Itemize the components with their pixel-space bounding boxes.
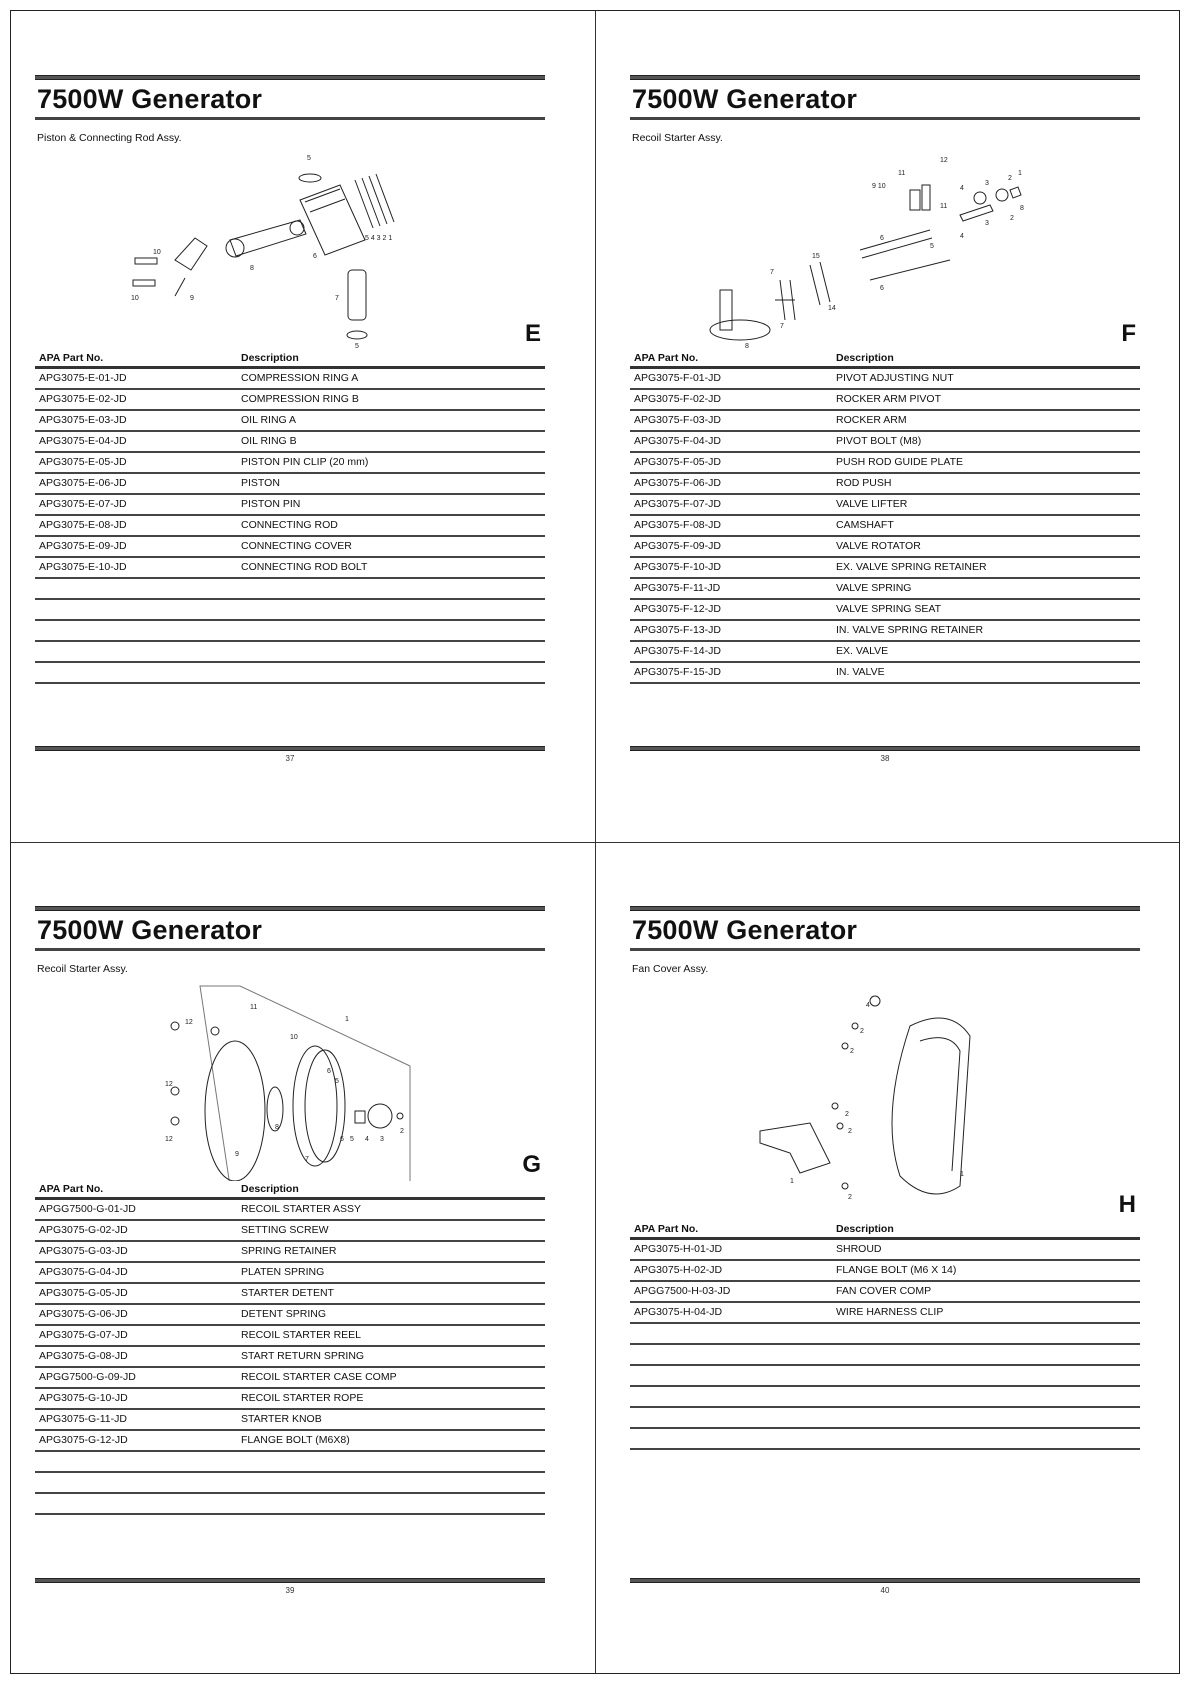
page-number: 38 — [880, 754, 890, 763]
page-footer — [35, 746, 545, 763]
parts-table — [630, 350, 1140, 684]
svg-text:5 4 3 2 1: 5 4 3 2 1 — [365, 235, 393, 242]
exploded-diagram — [35, 150, 545, 350]
svg-text:11: 11 — [250, 1004, 258, 1011]
table-row — [35, 474, 545, 495]
svg-text:1: 1 — [345, 1016, 349, 1023]
exploded-diagram — [35, 981, 545, 1181]
part-description: FAN COVER COMP — [836, 1285, 932, 1297]
table-body — [35, 369, 545, 684]
part-description: START RETURN SPRING — [241, 1350, 365, 1362]
recoil-starter-diagram — [35, 981, 545, 1181]
part-description: PISTON — [241, 477, 280, 489]
table-row — [35, 1284, 545, 1305]
part-description: CONNECTING COVER — [241, 540, 352, 552]
part-number: APG3075-F-08-JD — [634, 519, 721, 531]
table-row — [630, 390, 1140, 411]
part-description: VALVE LIFTER — [836, 498, 908, 510]
part-description: RECOIL STARTER ASSY — [241, 1203, 362, 1215]
blank-row — [35, 600, 545, 621]
part-number: APG3075-E-10-JD — [39, 561, 127, 573]
header-part-no: APA Part No. — [634, 352, 699, 364]
svg-text:2: 2 — [1010, 215, 1014, 222]
horizontal-divider — [11, 842, 1179, 843]
table-row — [35, 1368, 545, 1389]
table-row — [35, 432, 545, 453]
svg-text:8: 8 — [745, 343, 749, 350]
page-recoil-starter-valve — [630, 75, 1140, 684]
svg-text:2: 2 — [1008, 175, 1012, 182]
blank-row — [630, 1366, 1140, 1387]
part-description: EX. VALVE — [836, 645, 889, 657]
fan-cover-diagram — [630, 981, 1140, 1221]
svg-text:7: 7 — [780, 323, 784, 330]
table-header — [35, 1181, 545, 1200]
title-rule-bottom — [630, 117, 1140, 120]
table-row — [630, 411, 1140, 432]
header-description: Description — [241, 352, 299, 364]
part-description: CONNECTING ROD — [241, 519, 338, 531]
table-row — [35, 1410, 545, 1431]
page-recoil-starter — [35, 906, 545, 1515]
svg-text:9: 9 — [235, 1151, 239, 1158]
table-row — [35, 411, 545, 432]
valve-train-diagram — [630, 150, 1140, 350]
blank-row — [35, 642, 545, 663]
page-footer — [35, 1578, 545, 1595]
section-letter: E — [524, 320, 541, 347]
svg-text:8: 8 — [1020, 205, 1024, 212]
table-row — [35, 369, 545, 390]
svg-text:1: 1 — [960, 1171, 964, 1178]
exploded-diagram — [630, 150, 1140, 350]
blank-row — [35, 1473, 545, 1494]
table-row — [35, 453, 545, 474]
svg-text:5: 5 — [335, 1078, 339, 1085]
table-row — [630, 369, 1140, 390]
svg-text:6: 6 — [880, 285, 884, 292]
page-number: 40 — [880, 1586, 890, 1595]
part-description: VALVE SPRING — [836, 582, 912, 594]
part-number: APG3075-F-04-JD — [634, 435, 721, 447]
part-number: APG3075-E-05-JD — [39, 456, 127, 468]
part-number: APG3075-F-05-JD — [634, 456, 721, 468]
part-description: ROCKER ARM PIVOT — [836, 393, 942, 405]
table-row — [35, 1263, 545, 1284]
part-description: SPRING RETAINER — [241, 1245, 337, 1257]
part-description: COMPRESSION RING A — [241, 372, 359, 384]
svg-text:2: 2 — [860, 1028, 864, 1035]
svg-text:15: 15 — [812, 253, 820, 260]
part-number: APG3075-F-09-JD — [634, 540, 721, 552]
table-row — [630, 516, 1140, 537]
table-row — [630, 495, 1140, 516]
part-number: APG3075-E-09-JD — [39, 540, 127, 552]
svg-text:5: 5 — [350, 1136, 354, 1143]
svg-text:8: 8 — [275, 1124, 279, 1131]
part-number: APG3075-G-05-JD — [39, 1287, 128, 1299]
svg-text:1: 1 — [790, 1178, 794, 1185]
table-row — [630, 600, 1140, 621]
page-piston-connecting-rod — [35, 75, 545, 684]
part-description: OIL RING B — [241, 435, 297, 447]
part-description: CAMSHAFT — [836, 519, 894, 531]
part-number: APG3075-F-14-JD — [634, 645, 721, 657]
exploded-diagram — [630, 981, 1140, 1221]
table-row — [630, 579, 1140, 600]
svg-text:3: 3 — [985, 220, 989, 227]
svg-text:4: 4 — [365, 1136, 369, 1143]
table-row — [35, 495, 545, 516]
part-description: COMPRESSION RING B — [241, 393, 359, 405]
part-number: APG3075-H-02-JD — [634, 1264, 723, 1276]
table-row — [35, 558, 545, 579]
part-number: APG3075-F-03-JD — [634, 414, 721, 426]
parts-table — [35, 350, 545, 684]
part-description: FLANGE BOLT (M6X8) — [241, 1434, 350, 1446]
part-description: CONNECTING ROD BOLT — [241, 561, 368, 573]
svg-text:7: 7 — [305, 1156, 309, 1163]
part-number: APGG7500-G-09-JD — [39, 1371, 136, 1383]
table-row — [630, 642, 1140, 663]
svg-text:11: 11 — [940, 203, 948, 210]
blank-row — [630, 1345, 1140, 1366]
table-body — [630, 369, 1140, 684]
table-row — [630, 663, 1140, 684]
svg-text:10: 10 — [153, 249, 161, 256]
part-description: RECOIL STARTER CASE COMP — [241, 1371, 397, 1383]
part-number: APGG7500-G-01-JD — [39, 1203, 136, 1215]
svg-text:7: 7 — [770, 269, 774, 276]
part-number: APG3075-F-01-JD — [634, 372, 721, 384]
piston-rod-diagram — [35, 150, 545, 350]
svg-text:12: 12 — [940, 157, 948, 164]
part-description: SETTING SCREW — [241, 1224, 329, 1236]
page-footer — [630, 746, 1140, 763]
svg-text:3: 3 — [380, 1136, 384, 1143]
table-header — [630, 350, 1140, 369]
blank-row — [35, 1452, 545, 1473]
footer-rule — [630, 746, 1140, 751]
blank-row — [35, 1494, 545, 1515]
table-row — [35, 1389, 545, 1410]
table-body — [35, 1200, 545, 1515]
table-header — [35, 350, 545, 369]
header-description: Description — [241, 1183, 299, 1195]
table-row — [630, 432, 1140, 453]
part-description: IN. VALVE SPRING RETAINER — [836, 624, 984, 636]
part-number: APG3075-F-02-JD — [634, 393, 721, 405]
blank-row — [35, 621, 545, 642]
part-description: PIVOT BOLT (M8) — [836, 435, 922, 447]
svg-text:6: 6 — [880, 235, 884, 242]
part-description: ROCKER ARM — [836, 414, 907, 426]
page-title: 7500W Generator — [37, 915, 263, 945]
header-description: Description — [836, 1223, 894, 1235]
table-row — [630, 1282, 1140, 1303]
svg-text:12: 12 — [165, 1136, 173, 1143]
table-row — [35, 516, 545, 537]
table-row — [630, 1240, 1140, 1261]
table-row — [35, 537, 545, 558]
svg-text:2: 2 — [850, 1048, 854, 1055]
part-number: APG3075-H-04-JD — [634, 1306, 723, 1318]
blank-row — [630, 1408, 1140, 1429]
svg-text:2: 2 — [848, 1128, 852, 1135]
part-description: PLATEN SPRING — [241, 1266, 325, 1278]
table-row — [35, 1221, 545, 1242]
part-description: RECOIL STARTER REEL — [241, 1329, 362, 1341]
svg-text:2: 2 — [845, 1111, 849, 1118]
part-number: APG3075-F-07-JD — [634, 498, 721, 510]
part-description: ROD PUSH — [836, 477, 892, 489]
svg-text:10: 10 — [290, 1034, 298, 1041]
page-title: 7500W Generator — [37, 84, 263, 114]
page-number: 39 — [285, 1586, 295, 1595]
page-fan-cover — [630, 906, 1140, 1450]
title-rule-bottom — [35, 117, 545, 120]
svg-text:12: 12 — [165, 1081, 173, 1088]
part-number: APG3075-F-13-JD — [634, 624, 721, 636]
svg-text:9: 9 — [190, 295, 194, 302]
svg-text:4: 4 — [866, 1002, 870, 1009]
table-body — [630, 1240, 1140, 1450]
part-number: APG3075-G-07-JD — [39, 1329, 128, 1341]
part-number: APG3075-G-08-JD — [39, 1350, 128, 1362]
part-number: APG3075-E-08-JD — [39, 519, 127, 531]
assembly-name: Piston & Connecting Rod Assy. — [37, 132, 182, 144]
part-description: EX. VALVE SPRING RETAINER — [836, 561, 987, 573]
part-description: RECOIL STARTER ROPE — [241, 1392, 364, 1404]
part-number: APG3075-E-02-JD — [39, 393, 127, 405]
svg-text:3: 3 — [985, 180, 989, 187]
parts-table — [35, 1181, 545, 1515]
table-row — [630, 537, 1140, 558]
part-number: APG3075-E-01-JD — [39, 372, 127, 384]
part-description: PIVOT ADJUSTING NUT — [836, 372, 954, 384]
assembly-name: Recoil Starter Assy. — [632, 132, 723, 144]
svg-text:5: 5 — [930, 243, 934, 250]
part-number: APG3075-F-06-JD — [634, 477, 721, 489]
part-description: VALVE ROTATOR — [836, 540, 921, 552]
part-number: APG3075-F-12-JD — [634, 603, 721, 615]
part-description: STARTER KNOB — [241, 1413, 322, 1425]
table-row — [35, 1431, 545, 1452]
table-header — [630, 1221, 1140, 1240]
part-number: APG3075-E-07-JD — [39, 498, 127, 510]
part-number: APG3075-G-06-JD — [39, 1308, 128, 1320]
section-letter: F — [1121, 320, 1136, 347]
table-row — [630, 453, 1140, 474]
blank-row — [630, 1387, 1140, 1408]
title-rule-bottom — [35, 948, 545, 951]
part-description: WIRE HARNESS CLIP — [836, 1306, 944, 1318]
part-number: APG3075-E-06-JD — [39, 477, 127, 489]
part-number: APG3075-G-10-JD — [39, 1392, 128, 1404]
header-part-no: APA Part No. — [634, 1223, 699, 1235]
svg-text:4: 4 — [960, 233, 964, 240]
table-row — [35, 1200, 545, 1221]
title-rule-bottom — [630, 948, 1140, 951]
header-part-no: APA Part No. — [39, 352, 104, 364]
part-number: APG3075-F-11-JD — [634, 582, 721, 594]
svg-text:1: 1 — [1018, 170, 1022, 177]
table-row — [630, 621, 1140, 642]
part-description: PISTON PIN CLIP (20 mm) — [241, 456, 369, 468]
svg-text:12: 12 — [185, 1019, 193, 1026]
svg-text:10: 10 — [131, 295, 139, 302]
assembly-name: Fan Cover Assy. — [632, 963, 709, 975]
svg-text:6: 6 — [327, 1068, 331, 1075]
part-number: APG3075-G-02-JD — [39, 1224, 128, 1236]
svg-text:2: 2 — [848, 1194, 852, 1201]
page-number: 37 — [285, 754, 295, 763]
svg-text:8: 8 — [250, 265, 254, 272]
blank-row — [630, 1324, 1140, 1345]
part-number: APG3075-F-15-JD — [634, 666, 721, 678]
part-number: APG3075-H-01-JD — [634, 1243, 723, 1255]
table-row — [630, 1261, 1140, 1282]
table-row — [35, 1326, 545, 1347]
svg-text:6: 6 — [340, 1136, 344, 1143]
svg-text:5: 5 — [355, 343, 359, 350]
part-description: SHROUD — [836, 1243, 882, 1255]
blank-row — [35, 663, 545, 684]
part-description: FLANGE BOLT (M6 X 14) — [836, 1264, 957, 1276]
part-description: DETENT SPRING — [241, 1308, 326, 1320]
table-row — [35, 390, 545, 411]
svg-text:2: 2 — [400, 1128, 404, 1135]
footer-rule — [35, 1578, 545, 1583]
part-number: APG3075-G-04-JD — [39, 1266, 128, 1278]
svg-text:6: 6 — [313, 253, 317, 260]
table-row — [35, 1242, 545, 1263]
part-number: APG3075-G-11-JD — [39, 1413, 127, 1425]
part-number: APGG7500-H-03-JD — [634, 1285, 731, 1297]
header-description: Description — [836, 352, 894, 364]
part-description: PUSH ROD GUIDE PLATE — [836, 456, 963, 468]
table-row — [35, 1305, 545, 1326]
svg-text:7: 7 — [335, 295, 339, 302]
footer-rule — [35, 746, 545, 751]
table-row — [630, 558, 1140, 579]
blank-row — [630, 1429, 1140, 1450]
svg-text:4: 4 — [960, 185, 964, 192]
parts-table — [630, 1221, 1140, 1450]
footer-rule — [630, 1578, 1140, 1583]
blank-row — [35, 579, 545, 600]
svg-text:14: 14 — [828, 305, 836, 312]
svg-text:11: 11 — [898, 170, 906, 177]
table-row — [630, 1303, 1140, 1324]
table-row — [630, 474, 1140, 495]
header-part-no: APA Part No. — [39, 1183, 104, 1195]
part-description: VALVE SPRING SEAT — [836, 603, 942, 615]
part-number: APG3075-F-10-JD — [634, 561, 721, 573]
section-letter: G — [522, 1151, 541, 1178]
page-footer — [630, 1578, 1140, 1595]
table-row — [35, 1347, 545, 1368]
part-number: APG3075-G-03-JD — [39, 1245, 128, 1257]
part-description: STARTER DETENT — [241, 1287, 334, 1299]
part-number: APG3075-E-03-JD — [39, 414, 127, 426]
part-number: APG3075-G-12-JD — [39, 1434, 128, 1446]
svg-text:5: 5 — [307, 155, 311, 162]
section-letter: H — [1118, 1191, 1136, 1218]
page-title: 7500W Generator — [632, 84, 858, 114]
svg-text:9 10: 9 10 — [872, 183, 886, 190]
page-title: 7500W Generator — [632, 915, 858, 945]
assembly-name: Recoil Starter Assy. — [37, 963, 128, 975]
part-number: APG3075-E-04-JD — [39, 435, 127, 447]
part-description: PISTON PIN — [241, 498, 301, 510]
part-description: OIL RING A — [241, 414, 297, 426]
part-description: IN. VALVE — [836, 666, 885, 678]
